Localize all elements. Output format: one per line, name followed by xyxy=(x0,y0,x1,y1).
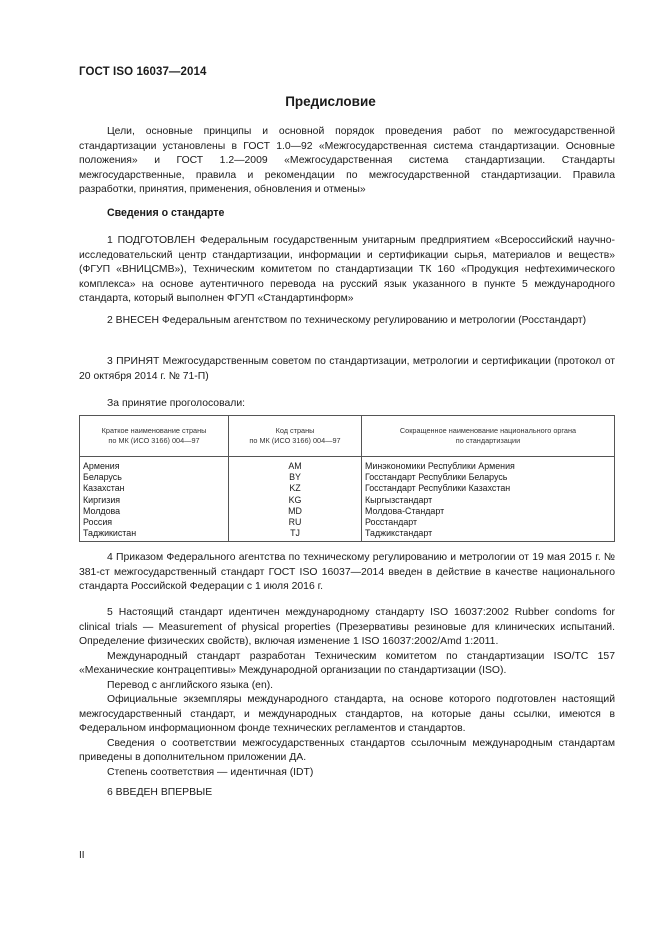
item-5: 5 Настоящий стандарт идентичен международному стандарту ISO 16037:2002 Rubber condoms for clinical trials — Measurement of physical properties (Презервативы резиновые для клинических испытаний. Определение физических свойств), включая изменение 1 ISO 16037:2002/Amd 1:2011. Международный стандарт разработан Техническим комитетом по стандартизации ISO/TC 157 «Механические контрацептивы» Международной организации по стандартизации (ISO). Перевод с английского языка (en). Официальные экземпляры международного стандарта, на основе которого подготовлен настоящий межгосударственный стандарт, и международных стандартов, на которые даны ссылки, имеются в Федеральном информационном фонде технических регламентов и стандартов. Сведения о соответствии межгосударственных стандартов ссылочным международным стандартам приведены в дополнительном приложении ДА. Степень соответствия — идентичная (IDT) xyxy=(79,607,615,778)
country-cell: Россия xyxy=(80,517,229,528)
intro-paragraph: Цели, основные принципы и основной порядок проведения работ по межгосударственной стандартизации установлены в ГОСТ 1.0—92 «Межгосударственная система стандартизации. Основные положения» и ГОСТ 1.2—2009 «Межгосударственная система стандартизации. Стандарты межгосударственные, правила и рекомендации по межгосударственной стандартизации. Правила разработки, принятия, применения, обновления и отмены» xyxy=(79,126,615,195)
organization-cell: Молдова-Стандарт xyxy=(362,506,615,517)
code-cell: MD xyxy=(229,506,362,517)
header-country: Краткое наименование страны по МК (ИСО 3166) 004—97 xyxy=(80,416,229,457)
organization-cell: Госстандарт Республики Казахстан xyxy=(362,483,615,494)
organization-cell: Таджикстандарт xyxy=(362,528,615,542)
table-row xyxy=(80,483,615,494)
code-cell: KG xyxy=(229,495,362,506)
country-cell: Молдова xyxy=(80,506,229,517)
header-organization: Сокращенное наименование национального органа по стандартизации xyxy=(362,416,615,457)
voting-table xyxy=(79,415,615,542)
code-cell: BY xyxy=(229,472,362,483)
page-title: Предисловие xyxy=(285,94,376,109)
country-cell: Казахстан xyxy=(80,483,229,494)
section-title: Сведения о стандарте xyxy=(107,207,225,219)
header-code: Код страны по МК (ИСО 3166) 004—97 xyxy=(229,416,362,457)
country-cell: Армения xyxy=(80,457,229,473)
country-cell: Киргизия xyxy=(80,495,229,506)
item-4: 4 Приказом Федерального агентства по техническому регулированию и метрологии от 19 мая 2015 г. № 381-ст межгосударственный стандарт ГОСТ ISO 16037—2014 введен в действие в качестве национального стандарта Российской Федерации с 1 июля 2016 г. xyxy=(79,552,615,592)
item-6: 6 ВВЕДЕН ВПЕРВЫЕ xyxy=(107,787,213,798)
code-cell: AM xyxy=(229,457,362,473)
item-3: 3 ПРИНЯТ Межгосударственным советом по стандартизации, метрологии и сертификации (протокол от 20 октября 2014 г. № 71-П) xyxy=(79,356,615,382)
table-row xyxy=(80,457,615,473)
organization-cell: Госстандарт Республики Беларусь xyxy=(362,472,615,483)
document-code: ГОСТ ISO 16037—2014 xyxy=(79,66,207,78)
organization-cell: Минэкономики Республики Армения xyxy=(362,457,615,473)
item-1: 1 ПОДГОТОВЛЕН Федеральным государственным унитарным предприятием «Всероссийский научно-исследовательский центр стандартизации, информации и сертификации сырья, материалов и веществ» (ФГУП «ВНИЦСМВ»), Техническим комитетом по стандартизации ТК 160 «Продукция нефтехимического комплекса» на основе аутентичного перевода на русский язык указанного в пункте 5 международного стандарта, который выполнен ФГУП «Стандартинформ» xyxy=(79,235,615,304)
table-row xyxy=(80,528,615,542)
page-number: II xyxy=(79,850,85,861)
table-row xyxy=(80,495,615,506)
table-header-row xyxy=(80,416,615,457)
item-2: 2 ВНЕСЕН Федеральным агентством по техническому регулированию и метрологии (Росстандарт) xyxy=(107,315,587,326)
code-cell: TJ xyxy=(229,528,362,542)
country-cell: Таджикистан xyxy=(80,528,229,542)
code-cell: RU xyxy=(229,517,362,528)
country-cell: Беларусь xyxy=(80,472,229,483)
table-row xyxy=(80,506,615,517)
voted-label: За принятие проголосовали: xyxy=(107,398,246,409)
organization-cell: Кыргызстандарт xyxy=(362,495,615,506)
table-row xyxy=(80,517,615,528)
code-cell: KZ xyxy=(229,483,362,494)
table-row xyxy=(80,472,615,483)
organization-cell: Росстандарт xyxy=(362,517,615,528)
